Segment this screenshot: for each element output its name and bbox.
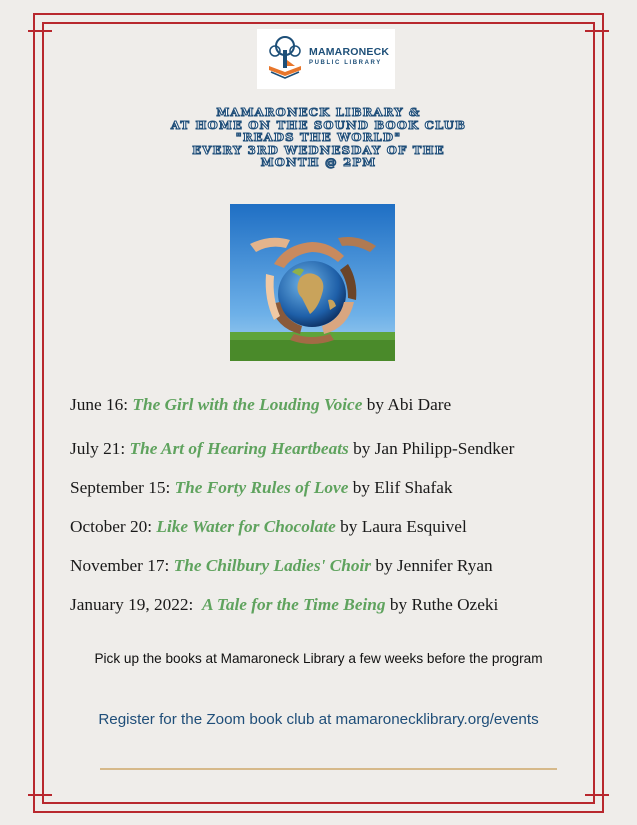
frame-outer-right [602, 13, 604, 813]
book-date: October 20: [70, 517, 157, 536]
header-line: "READS THE WORLD" [235, 130, 402, 144]
header-line: EVERY 3RD WEDNESDAY OF THE [192, 142, 445, 157]
book-title: A Tale for the Time Being [202, 595, 386, 614]
header-line: AT HOME ON THE SOUND BOOK CLUB [170, 117, 467, 132]
book-author: by Jan Philipp-Sendker [348, 439, 515, 458]
book-entry-july [70, 439, 514, 459]
book-date: June 16: [70, 395, 133, 414]
book-author: by Ruthe Ozeki [385, 595, 499, 614]
book-title: The Chilbury Ladies' Choir [173, 556, 371, 575]
book-date: November 17: [70, 556, 174, 575]
header-line: MAMARONECK LIBRARY & [216, 105, 421, 119]
book-author: by Elif Shafak [348, 478, 453, 497]
book-date: September 15: [70, 478, 175, 497]
library-logo [257, 29, 395, 89]
frame-corner-right [585, 30, 609, 32]
divider-line [100, 768, 557, 770]
book-entry-november [70, 556, 493, 576]
frame-outer-top [33, 13, 604, 15]
logo-name: MAMARONECK [309, 46, 390, 58]
frame-corner-left [28, 30, 52, 32]
register-link[interactable]: Register for the Zoom book club at mamaronecklibrary.org/events [98, 711, 539, 728]
book-entry-september [70, 478, 453, 498]
library-tree-icon [263, 36, 307, 82]
event-header [60, 106, 577, 169]
frame-corner-bottom-right [585, 794, 609, 796]
book-title: The Forty Rules of Love [174, 478, 349, 497]
book-title: The Girl with the Louding Voice [132, 395, 363, 414]
frame-inner-bottom [42, 802, 595, 804]
book-title: Like Water for Chocolate [156, 517, 336, 536]
frame-outer-bottom [33, 811, 604, 813]
book-author: by Jennifer Ryan [371, 556, 493, 575]
book-date: July 21: [70, 439, 130, 458]
frame-inner-left [42, 22, 44, 804]
pickup-note: Pick up the books at Mamaroneck Library a few weeks before the program [94, 651, 543, 666]
book-entry-january [70, 595, 498, 615]
book-title: The Art of Hearing Heartbeats [129, 439, 349, 458]
header-line: MONTH @ 2PM [260, 155, 377, 169]
book-author: by Laura Esquivel [335, 517, 467, 536]
frame-inner-right [593, 22, 595, 804]
frame-inner-top [42, 22, 595, 24]
book-entry-june [70, 395, 451, 415]
book-entry-october [70, 517, 467, 537]
frame-corner-bottom-left [28, 794, 52, 796]
hands-globe-image [230, 204, 395, 361]
logo-subtitle: PUBLIC LIBRARY [309, 60, 382, 66]
frame-outer-left [33, 13, 35, 813]
book-author: by Abi Dare [362, 395, 452, 414]
book-date: January 19, 2022: [70, 595, 202, 614]
